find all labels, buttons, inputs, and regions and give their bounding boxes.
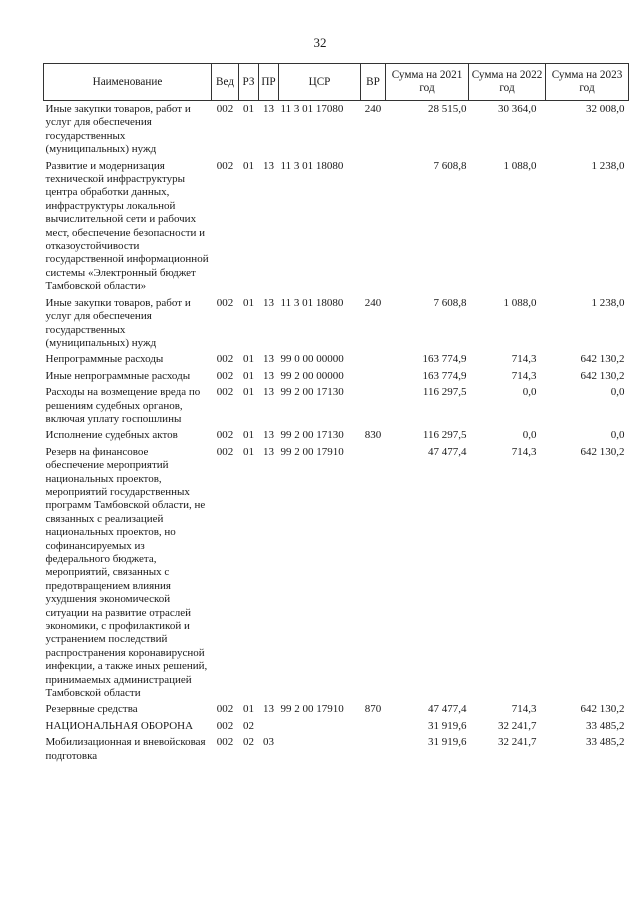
row-sum-2022: 1 088,0 [503, 296, 537, 309]
row-sum-2021: 163 774,9 [422, 353, 467, 366]
row-rz: 01 [243, 103, 254, 115]
row-csr: 99 2 00 17910 [280, 445, 344, 458]
row-ved: 002 [216, 386, 234, 399]
row-sum-2021: 116 297,5 [422, 429, 467, 442]
header-csr: ЦСР [279, 64, 361, 101]
row-rz: 01 [243, 159, 254, 172]
header-rz: РЗ [239, 64, 259, 101]
table-row [44, 444, 629, 702]
row-pr: 13 [263, 386, 274, 399]
row-ved: 002 [216, 296, 234, 309]
header-pr: ПР [259, 64, 279, 101]
row-sum-2022: 714,3 [511, 353, 537, 366]
row-rz: 01 [243, 296, 254, 309]
row-sum-2022: 0,0 [522, 429, 537, 442]
table-body [44, 101, 629, 765]
table-row [44, 701, 629, 717]
page-number: 32 [313, 35, 327, 50]
row-sum-2022: 1 088,0 [503, 159, 537, 172]
row-csr: 99 0 00 00000 [280, 353, 344, 366]
row-ved: 002 [216, 103, 234, 115]
table-row [44, 427, 629, 443]
row-sum-2023: 1 238,0 [591, 296, 625, 309]
row-sum-2022: 32 241,7 [498, 719, 537, 732]
row-pr: 13 [263, 296, 274, 309]
table-row [44, 718, 629, 734]
row-rz: 01 [243, 353, 254, 366]
row-pr: 13 [263, 445, 274, 458]
table-row [44, 101, 629, 158]
row-sum-2023: 642 130,2 [580, 703, 625, 716]
row-rz: 01 [243, 369, 254, 382]
row-vr [361, 368, 386, 384]
row-sum-2021: 31 919,6 [428, 736, 467, 749]
row-sum-2022: 30 364,0 [498, 103, 537, 115]
row-sum-2023: 642 130,2 [580, 353, 625, 366]
row-name: Иные закупки товаров, работ и услуг для обеспечения государственных (муниципальных) нужд [45, 296, 191, 349]
table-row [44, 368, 629, 384]
header-row [44, 64, 629, 101]
row-sum-2022: 0,0 [522, 386, 537, 399]
row-vr: 240 [364, 296, 382, 309]
row-vr [361, 718, 386, 734]
table-row [44, 384, 629, 427]
row-name: Развитие и модернизация технической инфраструктуры центра обработки данных, инфраструктуры локальной вычислительной сети и рабочих мест, обеспечение безопасности и отказоустойчивости государственной информационной системы «Электронный бюджет Тамбовской области» [45, 159, 209, 293]
row-ved: 002 [216, 445, 234, 458]
row-pr: 13 [263, 369, 274, 382]
row-pr [259, 718, 279, 734]
row-csr: 11 3 01 17080 [280, 103, 344, 115]
table-row [44, 351, 629, 367]
header-sum-2021: Сумма на 2021 год [386, 64, 469, 101]
row-ved: 002 [216, 703, 234, 716]
row-sum-2021: 116 297,5 [422, 386, 467, 399]
header-ved: Вед [212, 64, 239, 101]
row-pr: 03 [263, 736, 274, 749]
row-name: НАЦИОНАЛЬНАЯ ОБОРОНА [45, 719, 194, 732]
row-pr: 13 [263, 429, 274, 442]
row-vr: 830 [364, 429, 382, 442]
row-csr [279, 718, 361, 734]
row-sum-2021: 7 608,8 [433, 296, 467, 309]
row-csr: 99 2 00 17910 [280, 703, 344, 716]
row-vr [361, 444, 386, 702]
row-sum-2021: 31 919,6 [428, 719, 467, 732]
row-rz: 01 [243, 703, 254, 716]
row-rz: 01 [243, 386, 254, 399]
row-vr [361, 734, 386, 764]
row-name: Расходы на возмещение вреда по решениям судебных органов, включая уплату госпошлины [45, 386, 201, 425]
row-sum-2022: 32 241,7 [498, 736, 537, 749]
row-sum-2022: 714,3 [511, 703, 537, 716]
row-sum-2023: 33 485,2 [586, 736, 625, 749]
row-rz: 02 [243, 736, 254, 749]
row-ved: 002 [216, 353, 234, 366]
row-rz: 01 [243, 445, 254, 458]
table-row [44, 158, 629, 295]
row-csr: 99 2 00 17130 [280, 386, 344, 399]
row-vr: 240 [364, 103, 382, 115]
row-name: Непрограммные расходы [45, 353, 164, 366]
header-name: Наименование [44, 64, 212, 101]
table-row [44, 734, 629, 764]
row-csr [279, 734, 361, 764]
row-ved: 002 [216, 429, 234, 442]
row-sum-2022: 714,3 [511, 445, 537, 458]
row-ved: 002 [216, 736, 234, 749]
table-row [44, 295, 629, 352]
row-csr: 99 2 00 17130 [280, 429, 344, 442]
row-vr [361, 384, 386, 427]
row-sum-2023: 642 130,2 [580, 369, 625, 382]
row-csr: 11 3 01 18080 [280, 296, 344, 309]
header-vr: ВР [361, 64, 386, 101]
row-sum-2023: 642 130,2 [580, 445, 625, 458]
row-ved: 002 [216, 159, 234, 172]
row-sum-2023: 33 485,2 [586, 719, 625, 732]
row-name: Исполнение судебных актов [45, 429, 178, 442]
row-sum-2023: 32 008,0 [586, 103, 625, 115]
row-sum-2021: 28 515,0 [428, 103, 467, 115]
row-csr: 99 2 00 00000 [280, 369, 344, 382]
row-name: Мобилизационная и вневойсковая подготовка [45, 736, 206, 762]
row-ved: 002 [216, 369, 234, 382]
row-sum-2021: 163 774,9 [422, 369, 467, 382]
row-name: Иные непрограммные расходы [45, 369, 191, 382]
row-pr: 13 [263, 159, 274, 172]
row-pr: 13 [263, 703, 274, 716]
row-vr: 870 [364, 703, 382, 716]
row-name: Резерв на финансовое обеспечение мероприятий национальных проектов, мероприятий государственных программ Тамбовской области, не связанных с реализацией национальных проектов, но софинансируемых из федерального бюджета, мероприятий, связанных с предотвращением влияния ухудшения экономической ситуации на развитие отраслей экономики, с профилактикой и устранением последствий распространения коронавирусной инфекции, а также иных решений, принимаемых администрацией Тамбовской области [45, 445, 208, 700]
row-name: Резервные средства [45, 703, 138, 716]
row-sum-2021: 47 477,4 [428, 703, 467, 716]
budget-table [43, 63, 629, 764]
row-sum-2023: 1 238,0 [591, 159, 625, 172]
row-sum-2022: 714,3 [511, 369, 537, 382]
row-vr [361, 158, 386, 295]
row-pr: 13 [263, 103, 274, 115]
row-vr [361, 351, 386, 367]
header-sum-2023: Сумма на 2023 год [546, 64, 629, 101]
header-sum-2022: Сумма на 2022 год [469, 64, 546, 101]
row-sum-2023: 0,0 [610, 429, 625, 442]
row-ved: 002 [216, 719, 234, 732]
row-name: Иные закупки товаров, работ и услуг для обеспечения государственных (муниципальных) нужд [45, 103, 191, 156]
row-pr: 13 [263, 353, 274, 366]
row-sum-2023: 0,0 [610, 386, 625, 399]
row-rz: 02 [243, 719, 254, 732]
row-sum-2021: 7 608,8 [433, 159, 467, 172]
row-rz: 01 [243, 429, 254, 442]
row-sum-2021: 47 477,4 [428, 445, 467, 458]
row-csr: 11 3 01 18080 [280, 159, 344, 172]
